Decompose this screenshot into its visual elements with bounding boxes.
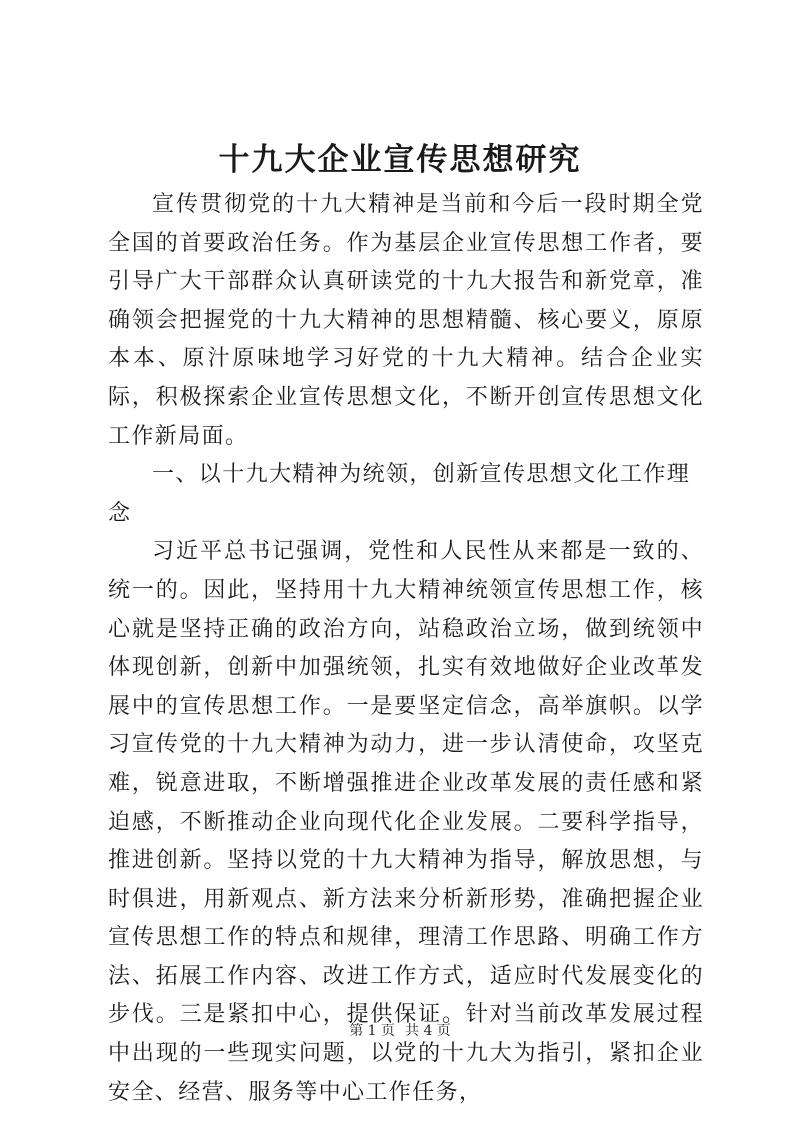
- section-paragraph: 习近平总书记强调，党性和人民性从来都是一致的、统一的。因此，坚持用十九大精神统领宣传思想工作，核心就是坚持正确的政治方向，站稳政治立场，做到统领中体现创新，创新中加强统领，扎实有效地做好企业改革发展中的宣传思想工作。一是要坚定信念，高举旗帜。以学习宣传党的十九大精神为动力，进一步认清使命，攻坚克难，锐意进取，不断增强推进企业改革发展的责任感和紧迫感，不断推动企业向现代化企业发展。二要科学指导，推进创新。坚持以党的十九大精神为指导，解放思想，与时俱进，用新观点、新方法来分析新形势，准确把握企业宣传思想工作的特点和规律，理清工作思路、明确工作方法、拓展工作内容、改进工作方式，适应时代发展变化的步伐。三是紧扣中心，提供保证。针对当前改革发展过程中出现的一些现实问题，以党的十九大为指引，紧扣企业安全、经营、服务等中心工作任务，: [108, 539, 704, 1105]
- page-number: 第 1 页: [349, 1023, 395, 1039]
- section-heading: 一、以十九大精神为统领，创新宣传思想文化工作理念: [108, 462, 691, 526]
- page-footer: [0, 1021, 800, 1041]
- document-title: 十九大企业宣传思想研究: [218, 142, 582, 178]
- intro-paragraph: 宣传贯彻党的十九大精神是当前和今后一段时期全党全国的首要政治任务。作为基层企业宣传思想工作者，要引导广大干部群众认真研读党的十九大报告和新党章，准确领会把握党的十九大精神的思想精髓、核心要义，原原本本、原汁原味地学习好党的十九大精神。结合企业实际，积极探索企业宣传思想文化，不断开创宣传思想文化工作新局面。: [108, 192, 704, 449]
- page-total: 共 4 页: [405, 1023, 451, 1039]
- document-body: [108, 186, 704, 1112]
